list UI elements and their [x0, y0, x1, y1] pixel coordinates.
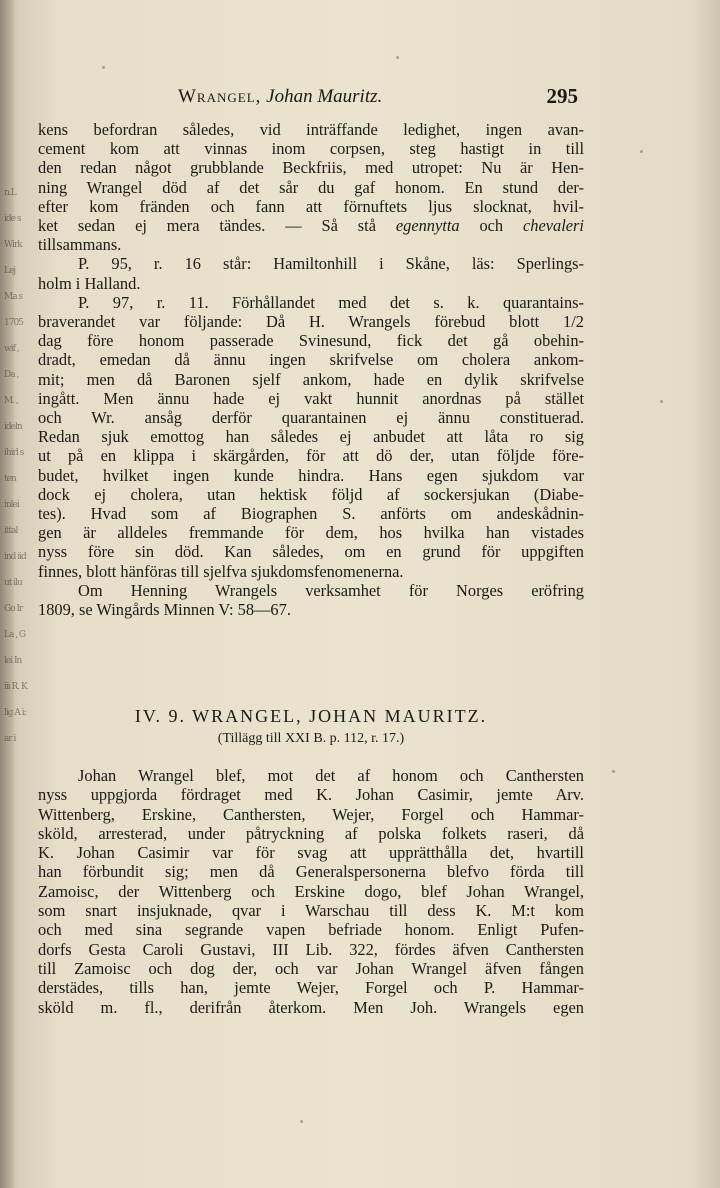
text-line: budet, hvilket ingen kunde hindra. Hans egen sjukdom var	[38, 465, 584, 485]
paragraph-continuation	[38, 120, 584, 254]
correction-p95	[38, 254, 584, 292]
text-line: efter kom fränden och fann att förnuftets ljus slocknat, hvil-	[38, 196, 584, 216]
text-line: ut på en klippa i skärgården, för att dö der, utan följde före-	[38, 446, 584, 466]
text-line: dradt, emedan då ännu ingen skrifvelse om cholera ankom-	[38, 350, 584, 370]
text-line: mit; men då Baronen sjelf ankom, hade en dylik skrifvelse	[38, 369, 584, 389]
text-line: Zamoisc, der Wittenberg och Erskine dogo, blef Johan Wrangel,	[38, 881, 584, 901]
paper-speck	[660, 400, 663, 403]
text-segment: ket sedan ej mera tändes. — Så stå	[38, 216, 376, 236]
text-line: K. Johan Casimir var för svag att upprätthålla det, hvartill	[38, 843, 584, 863]
text-line: tes). Hvad som af Biographen S. anförts om andeskådnin-	[38, 504, 584, 524]
section-title: IV. 9. WRANGEL, JOHAN MAURITZ.	[134, 706, 488, 726]
text-line: cement kom att vinnas inom corpsen, steg hastigt in till	[38, 139, 584, 159]
text-line: och Wr. ansåg derför quarantainen ej ännu constituerad.	[38, 408, 584, 428]
text-line: Johan Wrangel blef, mot det af honom och Canthersten	[78, 766, 584, 785]
text-line: Om Henning Wrangels verksamhet för Norges eröfring	[78, 580, 584, 600]
running-head	[178, 86, 578, 116]
text-line: dock ej cholera, utan hektisk följd af sockersjukan (Diabe-	[38, 484, 584, 504]
text-line-mixed	[38, 216, 584, 235]
text-line: dag före honom passerade Svinesund, fick det gå obehin-	[38, 331, 584, 351]
italic-term: egennytta	[395, 216, 460, 236]
running-head-name: Wrangel,	[178, 86, 262, 107]
text-line: Wittenberg, Erskine, Canthersten, Wejer, Forgel och Hammar-	[38, 804, 584, 824]
text-line: P. 97, r. 11. Förhållandet med det s. k. quarantains-	[78, 292, 584, 312]
text-line: derstädes, tills han, jemte Wejer, Forgel och P. Hammar-	[38, 978, 584, 998]
text-line: och med sina segrande vapen befriade honom. Enligt Pufen-	[38, 920, 584, 940]
text-line: finnes, blott hänföras till sjelfva sjukdomsfenomenerna.	[38, 561, 404, 581]
page-number: 295	[546, 84, 578, 108]
reference-paragraph	[38, 581, 584, 619]
text-line: sköld, arresterad, under påtryckning af polska folkets raseri, då	[38, 823, 584, 843]
text-line: ning Wrangel död af det sår du gaf honom. En stund der-	[38, 177, 584, 197]
section-text-block	[38, 766, 584, 1017]
paper-speck	[640, 150, 643, 153]
text-line: P. 95, r. 16 står: Hamiltonhill i Skåne, läs: Sperlings-	[78, 254, 584, 274]
text-line: braverandet var följande: Då H. Wrangels förebud blott 1/2	[38, 312, 584, 332]
running-head-name-italic: Johan Mauritz.	[266, 86, 383, 107]
main-text-block	[38, 120, 584, 619]
correction-p97	[38, 293, 584, 581]
text-line: som snart insjuknade, qvar i Warschau till dess K. M:t kom	[38, 901, 584, 921]
text-line: holm i Halland.	[38, 273, 141, 293]
italic-term: chevaleri	[523, 216, 584, 236]
text-line: sköld m. fl., derifrån återkom. Men Joh. Wrangels egen	[38, 997, 584, 1017]
text-line: nyss uppgjorda fördraget med K. Johan Casimir, jemte Arv.	[38, 785, 584, 805]
text-line: gen är alldeles fremmande för dem, hos hvilka han vistades	[38, 523, 584, 543]
paper-speck	[612, 770, 615, 773]
text-line: 1809, se Wingårds Minnen V: 58—67.	[38, 600, 291, 620]
text-line: den redan något grubblande Beckfriis, med utropet: Nu är Hen-	[38, 158, 584, 178]
text-line: ingått. Men ännu hade ej vakt hunnit anordnas på stället	[38, 388, 584, 408]
text-line: tillsammans.	[38, 235, 122, 255]
text-line: dorfs Gesta Caroli Gustavi, III Lib. 322, fördes äfven Canthersten	[38, 939, 584, 959]
paper-speck	[300, 1120, 303, 1123]
paper-speck	[396, 56, 399, 59]
text-segment: och	[479, 216, 504, 236]
text-line: till Zamoisc och dog der, och var Johan Wrangel äfven fången	[38, 958, 584, 978]
text-line: nyss före sin död. Kan således, om en grund för uppgiften	[38, 542, 584, 562]
section-subtitle: (Tillägg till XXI B. p. 112, r. 17.)	[217, 731, 405, 746]
text-line: han förbundit sig; men då Generalspersonerna blefvo förda till	[38, 862, 584, 882]
facing-page-bleed-text: n.L ide s Wirk Lej Ma s 1705 wif , Da , M. , ideln ihirl s ten inlei ittal ind iid ut ilu Go Ir La , G lei In iii R. K lig A i: ar i	[4, 188, 27, 744]
text-line: Redan sjuk emottog han således ej anbudet att låta ro sig	[38, 427, 584, 447]
paper-speck	[102, 66, 105, 69]
text-line: kens befordran således, vid inträffande ledighet, ingen avan-	[38, 120, 584, 139]
